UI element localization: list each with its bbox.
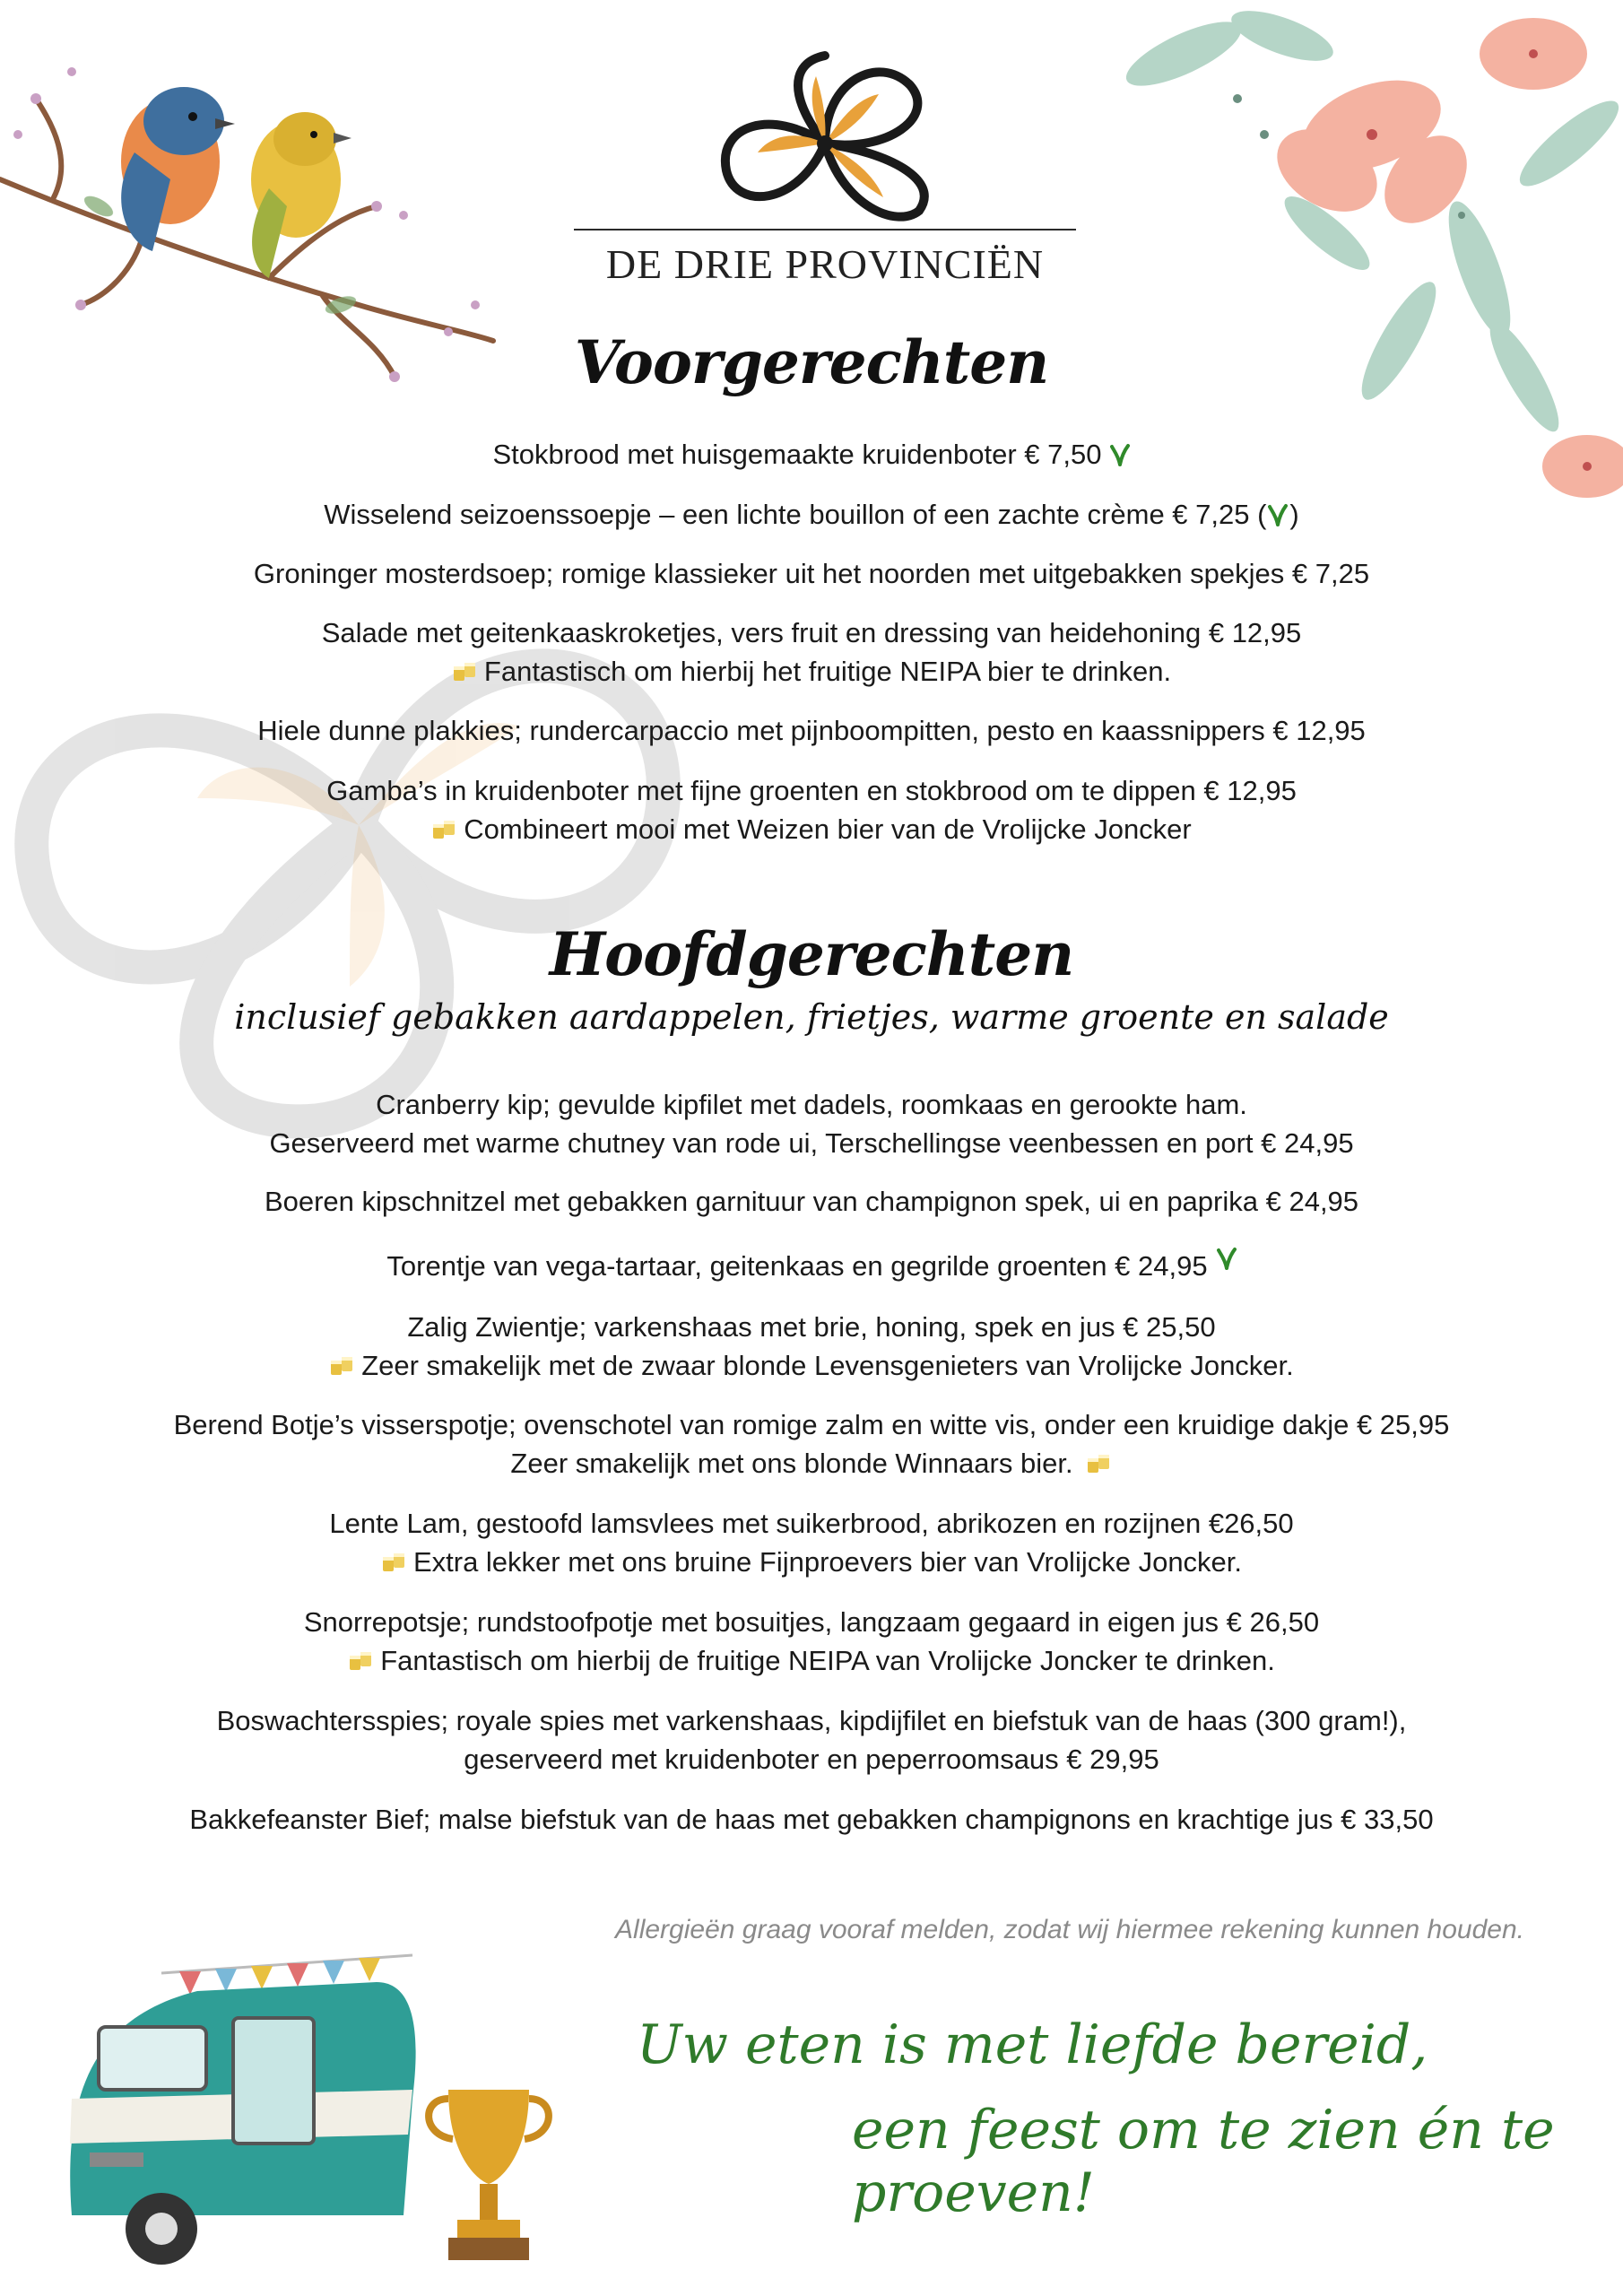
menu-item	[0, 1603, 1623, 1680]
beer-pairing-text: Fantastisch om hierbij de fruitige NEIPA van Vrolijcke Joncker te drinken.	[380, 1645, 1275, 1676]
item-text: Snorrepotsje; rundstoofpotje met bosuitjes, langzaam gegaard in eigen jus € 26,50	[303, 1606, 1320, 1638]
beer-icon	[452, 663, 479, 683]
mains-subtitle: inclusief gebakken aardappelen, frietjes, warme groente en salade	[234, 997, 1389, 1037]
brand-name: DE DRIE PROVINCIËN	[605, 241, 1045, 287]
item-text: Salade met geitenkaaskroketjes, vers fruit en dressing van heidehoning € 12,95	[321, 617, 1302, 648]
menu-item	[0, 1085, 1623, 1162]
flower-logo-icon	[690, 45, 959, 224]
menu-item	[0, 1504, 1623, 1581]
item-text: Cranberry kip; gevulde kipfilet met dadels, roomkaas en gerookte ham.	[376, 1089, 1247, 1120]
item-text: Boswachtersspies; royale spies met varkenshaas, kipdijfilet en biefstuk van de haas (300 gram!),	[216, 1705, 1407, 1736]
brand-logo	[574, 45, 1076, 287]
starters-title: Voorgerechten	[574, 327, 1049, 397]
beer-icon	[348, 1652, 375, 1672]
item-text: Bakkefeanster Bief; malse biefstuk van de haas met gebakken champignons en krachtige jus € 33,50	[189, 1804, 1434, 1835]
item-text: Berend Botje’s visserspotje; ovenschotel van romige zalm en witte vis, onder een kruidige dakje € 25,95	[173, 1409, 1450, 1440]
mains-title: Hoofdgerechten	[549, 919, 1074, 989]
beer-icon	[381, 1553, 408, 1573]
item-text-line2: Geserveerd met warme chutney van rode ui, Terschellingse veenbessen en port € 24,95	[269, 1127, 1354, 1159]
menu-item	[0, 1247, 1623, 1285]
menu-item	[0, 771, 1623, 848]
menu-item	[0, 554, 1623, 593]
item-text: Zalig Zwientje; varkenshaas met brie, honing, spek en jus € 25,50	[407, 1311, 1216, 1343]
allergy-note: Allergieën graag vooraf melden, zodat wij hiermee rekening kunnen houden.	[615, 1915, 1524, 1944]
vegan-leaf-icon	[1110, 443, 1130, 466]
beer-pairing-text: Zeer smakelijk met de zwaar blonde Levensgenieters van Vrolijcke Joncker.	[361, 1350, 1294, 1381]
item-text: Gamba’s in kruidenboter met fijne groenten en stokbrood om te dippen € 12,95	[326, 775, 1297, 806]
caravan-trophy-illustration	[54, 1919, 556, 2278]
item-text: Hiele dunne plakkies; rundercarpaccio met pijnboompitten, pesto en kaassnippers € 12,95	[257, 715, 1366, 746]
menu-item	[0, 1800, 1623, 1839]
item-text: Boeren kipschnitzel met gebakken garnituur van champignon spek, ui en paprika € 24,95	[264, 1186, 1359, 1217]
closing-line-1: Uw eten is met liefde bereid,	[637, 2013, 1428, 2076]
beer-pairing-text: Combineert mooi met Weizen bier van de Vrolijcke Joncker	[464, 813, 1192, 845]
item-text: Lente Lam, gestoofd lamsvlees met suikerbrood, abrikozen en rozijnen €26,50	[329, 1508, 1294, 1539]
menu-item	[0, 613, 1623, 691]
menu-item	[0, 1182, 1623, 1221]
beer-pairing-text: Fantastisch om hierbij het fruitige NEIPA bier te drinken.	[483, 656, 1172, 687]
beer-pairing-text: Extra lekker met ons bruine Fijnproevers bier van Vrolijcke Joncker.	[412, 1546, 1243, 1578]
item-text: Torentje van vega-tartaar, geitenkaas en gegrilde groenten € 24,95	[386, 1250, 1208, 1282]
menu-item	[0, 711, 1623, 750]
beer-pairing-text: Zeer smakelijk met ons blonde Winnaars bier.	[510, 1448, 1073, 1479]
vegan-leaf-icon	[1268, 503, 1288, 526]
menu-item	[0, 495, 1623, 534]
menu-item	[0, 1308, 1623, 1385]
closing-line-2: een feest om te zien én te proeven!	[852, 2099, 1555, 2224]
item-text-line2: geserveerd met kruidenboter en peperroomsaus € 29,95	[464, 1744, 1159, 1775]
beer-icon	[431, 821, 458, 840]
vegan-leaf-icon	[1217, 1247, 1237, 1270]
item-text-end: )	[1289, 499, 1299, 530]
beer-icon	[1086, 1455, 1113, 1474]
beer-icon	[329, 1357, 356, 1377]
menu-item	[0, 1405, 1623, 1483]
item-text: Stokbrood met huisgemaakte kruidenboter € 7,50	[492, 439, 1102, 470]
menu-item	[0, 1701, 1623, 1779]
item-text: Wisselend seizoenssoepje – een lichte bouillon of een zachte crème € 7,25 (	[324, 499, 1267, 530]
menu-item	[0, 435, 1623, 474]
item-text: Groninger mosterdsoep; romige klassieker uit het noorden met uitgebakken spekjes € 7,25	[253, 558, 1370, 589]
